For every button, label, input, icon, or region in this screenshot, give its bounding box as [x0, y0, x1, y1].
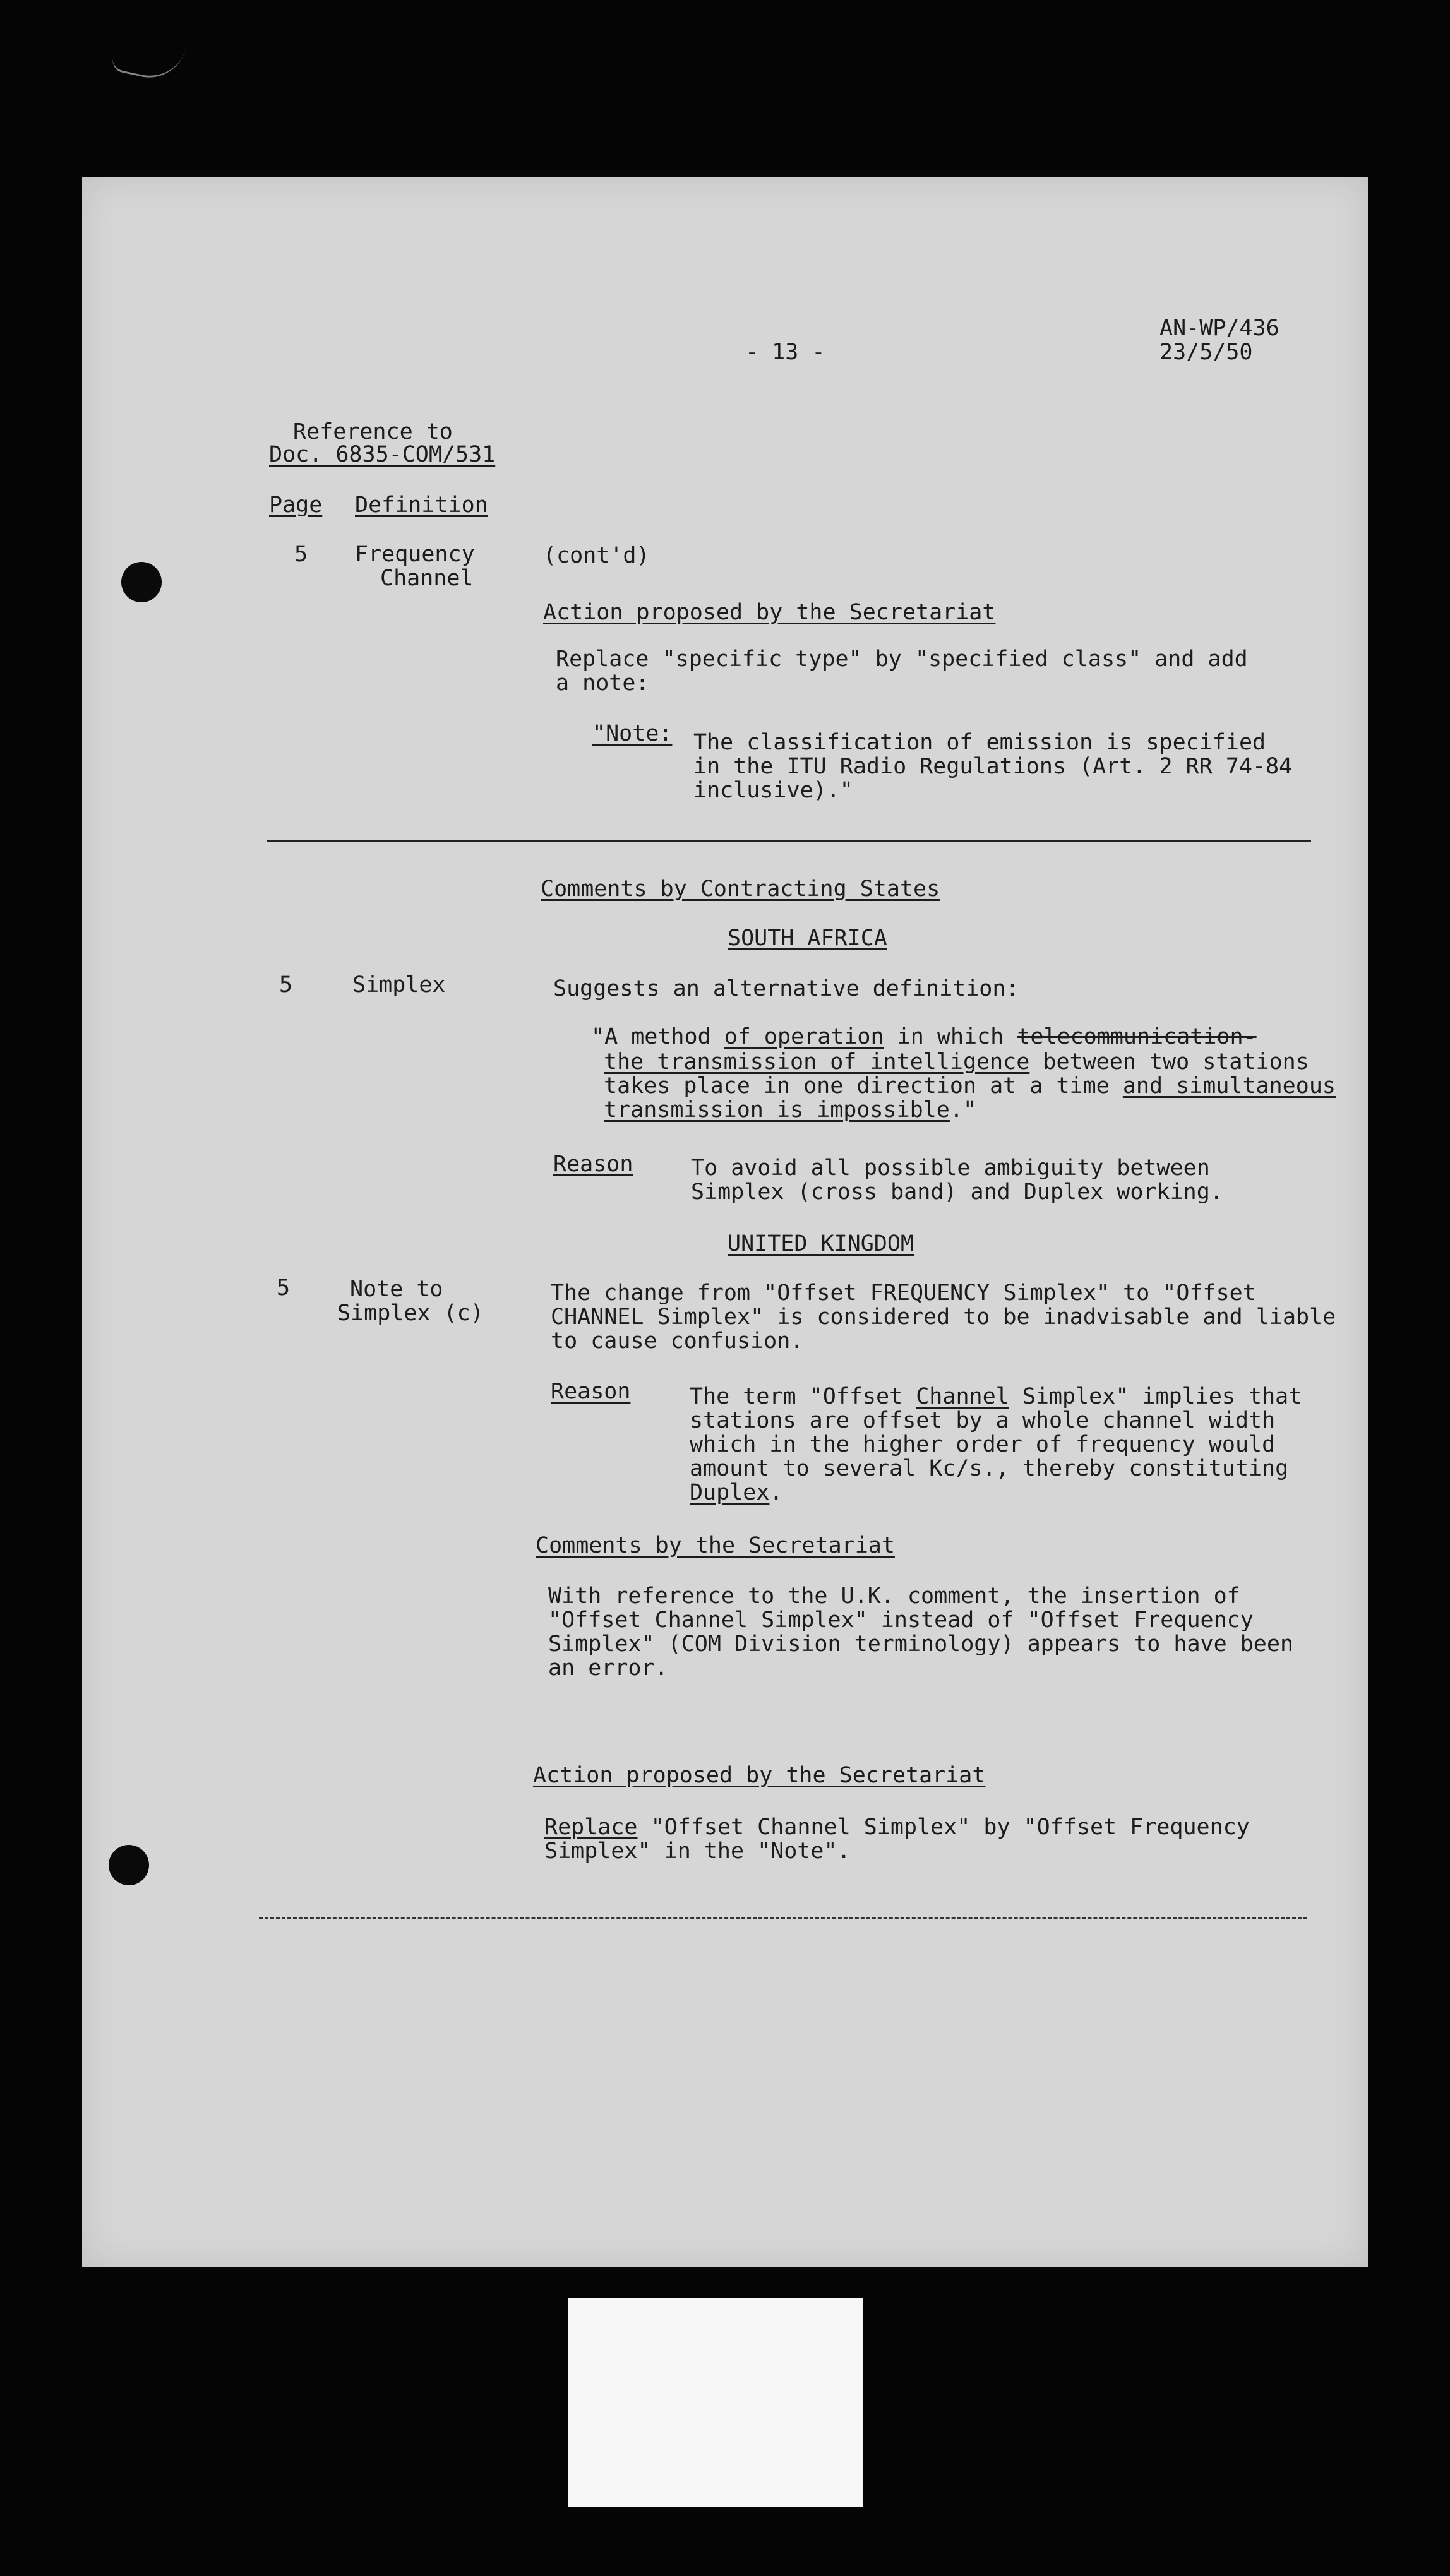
reason-label: Reason — [551, 1379, 631, 1404]
film-scratch — [111, 31, 187, 84]
target-card — [568, 2298, 863, 2507]
note-text: in the ITU Radio Regulations (Art. 2 RR 74-84 — [693, 754, 1293, 779]
proposed-definition-line: transmission is impossible." — [604, 1097, 977, 1123]
body-text: Replace "specific type" by "specified class" and add — [556, 647, 1248, 672]
section-heading: Action proposed by the Secretariat — [533, 1763, 986, 1788]
section-heading: Action proposed by the Secretariat — [543, 600, 996, 625]
page-number: - 13 - — [745, 340, 825, 365]
body-text: to cause confusion. — [551, 1328, 804, 1354]
section-divider — [267, 840, 1311, 842]
body-text: Suggests an alternative definition: — [553, 976, 1019, 1001]
note-text: inclusive)." — [693, 778, 853, 803]
body-text: an error. — [548, 1655, 668, 1681]
reason-text: To avoid all possible ambiguity between — [691, 1155, 1210, 1181]
body-text: With reference to the U.K. comment, the insertion of — [548, 1583, 1240, 1609]
reason-text: Simplex (cross band) and Duplex working. — [691, 1179, 1223, 1205]
document-date: 23/5/50 — [1159, 340, 1253, 365]
entry-term: Frequency — [355, 542, 475, 567]
reason-label: Reason — [553, 1152, 633, 1177]
entry-page: 5 — [294, 542, 308, 567]
proposed-definition-line: takes place in one direction at a time and simultaneous — [604, 1073, 1336, 1099]
entry-term: Channel — [380, 566, 474, 591]
body-text: Simplex" (COM Division terminology) appears to have been — [548, 1631, 1294, 1657]
column-definition-header: Definition — [355, 492, 488, 518]
section-heading: Comments by Contracting States — [541, 876, 940, 902]
body-text: The change from "Offset FREQUENCY Simplex" to "Offset — [551, 1280, 1256, 1306]
entry-term: Simplex (c) — [337, 1301, 484, 1326]
entry-term: Simplex — [352, 972, 446, 998]
body-text: "Offset Channel Simplex" instead of "Offset Frequency — [548, 1607, 1254, 1633]
body-text: Replace "Offset Channel Simplex" by "Offset Frequency — [544, 1815, 1250, 1840]
reference-label: Reference to — [293, 419, 453, 444]
continued-marker: (cont'd) — [543, 543, 650, 568]
reason-text: amount to several Kc/s., thereby constituting — [690, 1456, 1289, 1481]
entry-term: Note to — [350, 1277, 443, 1302]
body-text: a note: — [556, 671, 649, 696]
proposed-definition-line: "A method of operation in which telecommunication- — [591, 1024, 1257, 1049]
reason-text: which in the higher order of frequency would — [690, 1432, 1276, 1457]
entry-page: 5 — [279, 972, 293, 998]
punch-hole-bottom — [109, 1845, 149, 1885]
reason-text: The term "Offset Channel Simplex" implies that — [690, 1384, 1302, 1409]
document-id: AN-WP/436 — [1159, 316, 1279, 341]
country-heading: SOUTH AFRICA — [728, 926, 887, 951]
column-page-header: Page — [269, 492, 323, 518]
closing-divider — [259, 1917, 1307, 1919]
reason-text: Duplex. — [690, 1480, 783, 1505]
reason-text: stations are offset by a whole channel width — [690, 1408, 1276, 1433]
punch-hole-top — [121, 562, 162, 602]
section-heading: Comments by the Secretariat — [536, 1533, 895, 1558]
reference-document: Doc. 6835-COM/531 — [269, 442, 496, 467]
note-label: "Note: — [592, 721, 673, 746]
body-text: Simplex" in the "Note". — [544, 1839, 851, 1864]
note-text: The classification of emission is specified — [693, 730, 1266, 755]
proposed-definition-line: the transmission of intelligence between two stations — [604, 1049, 1309, 1075]
country-heading: UNITED KINGDOM — [728, 1231, 914, 1256]
body-text: CHANNEL Simplex" is considered to be inadvisable and liable — [551, 1304, 1336, 1330]
document-page — [82, 177, 1368, 2267]
entry-page: 5 — [277, 1275, 291, 1301]
